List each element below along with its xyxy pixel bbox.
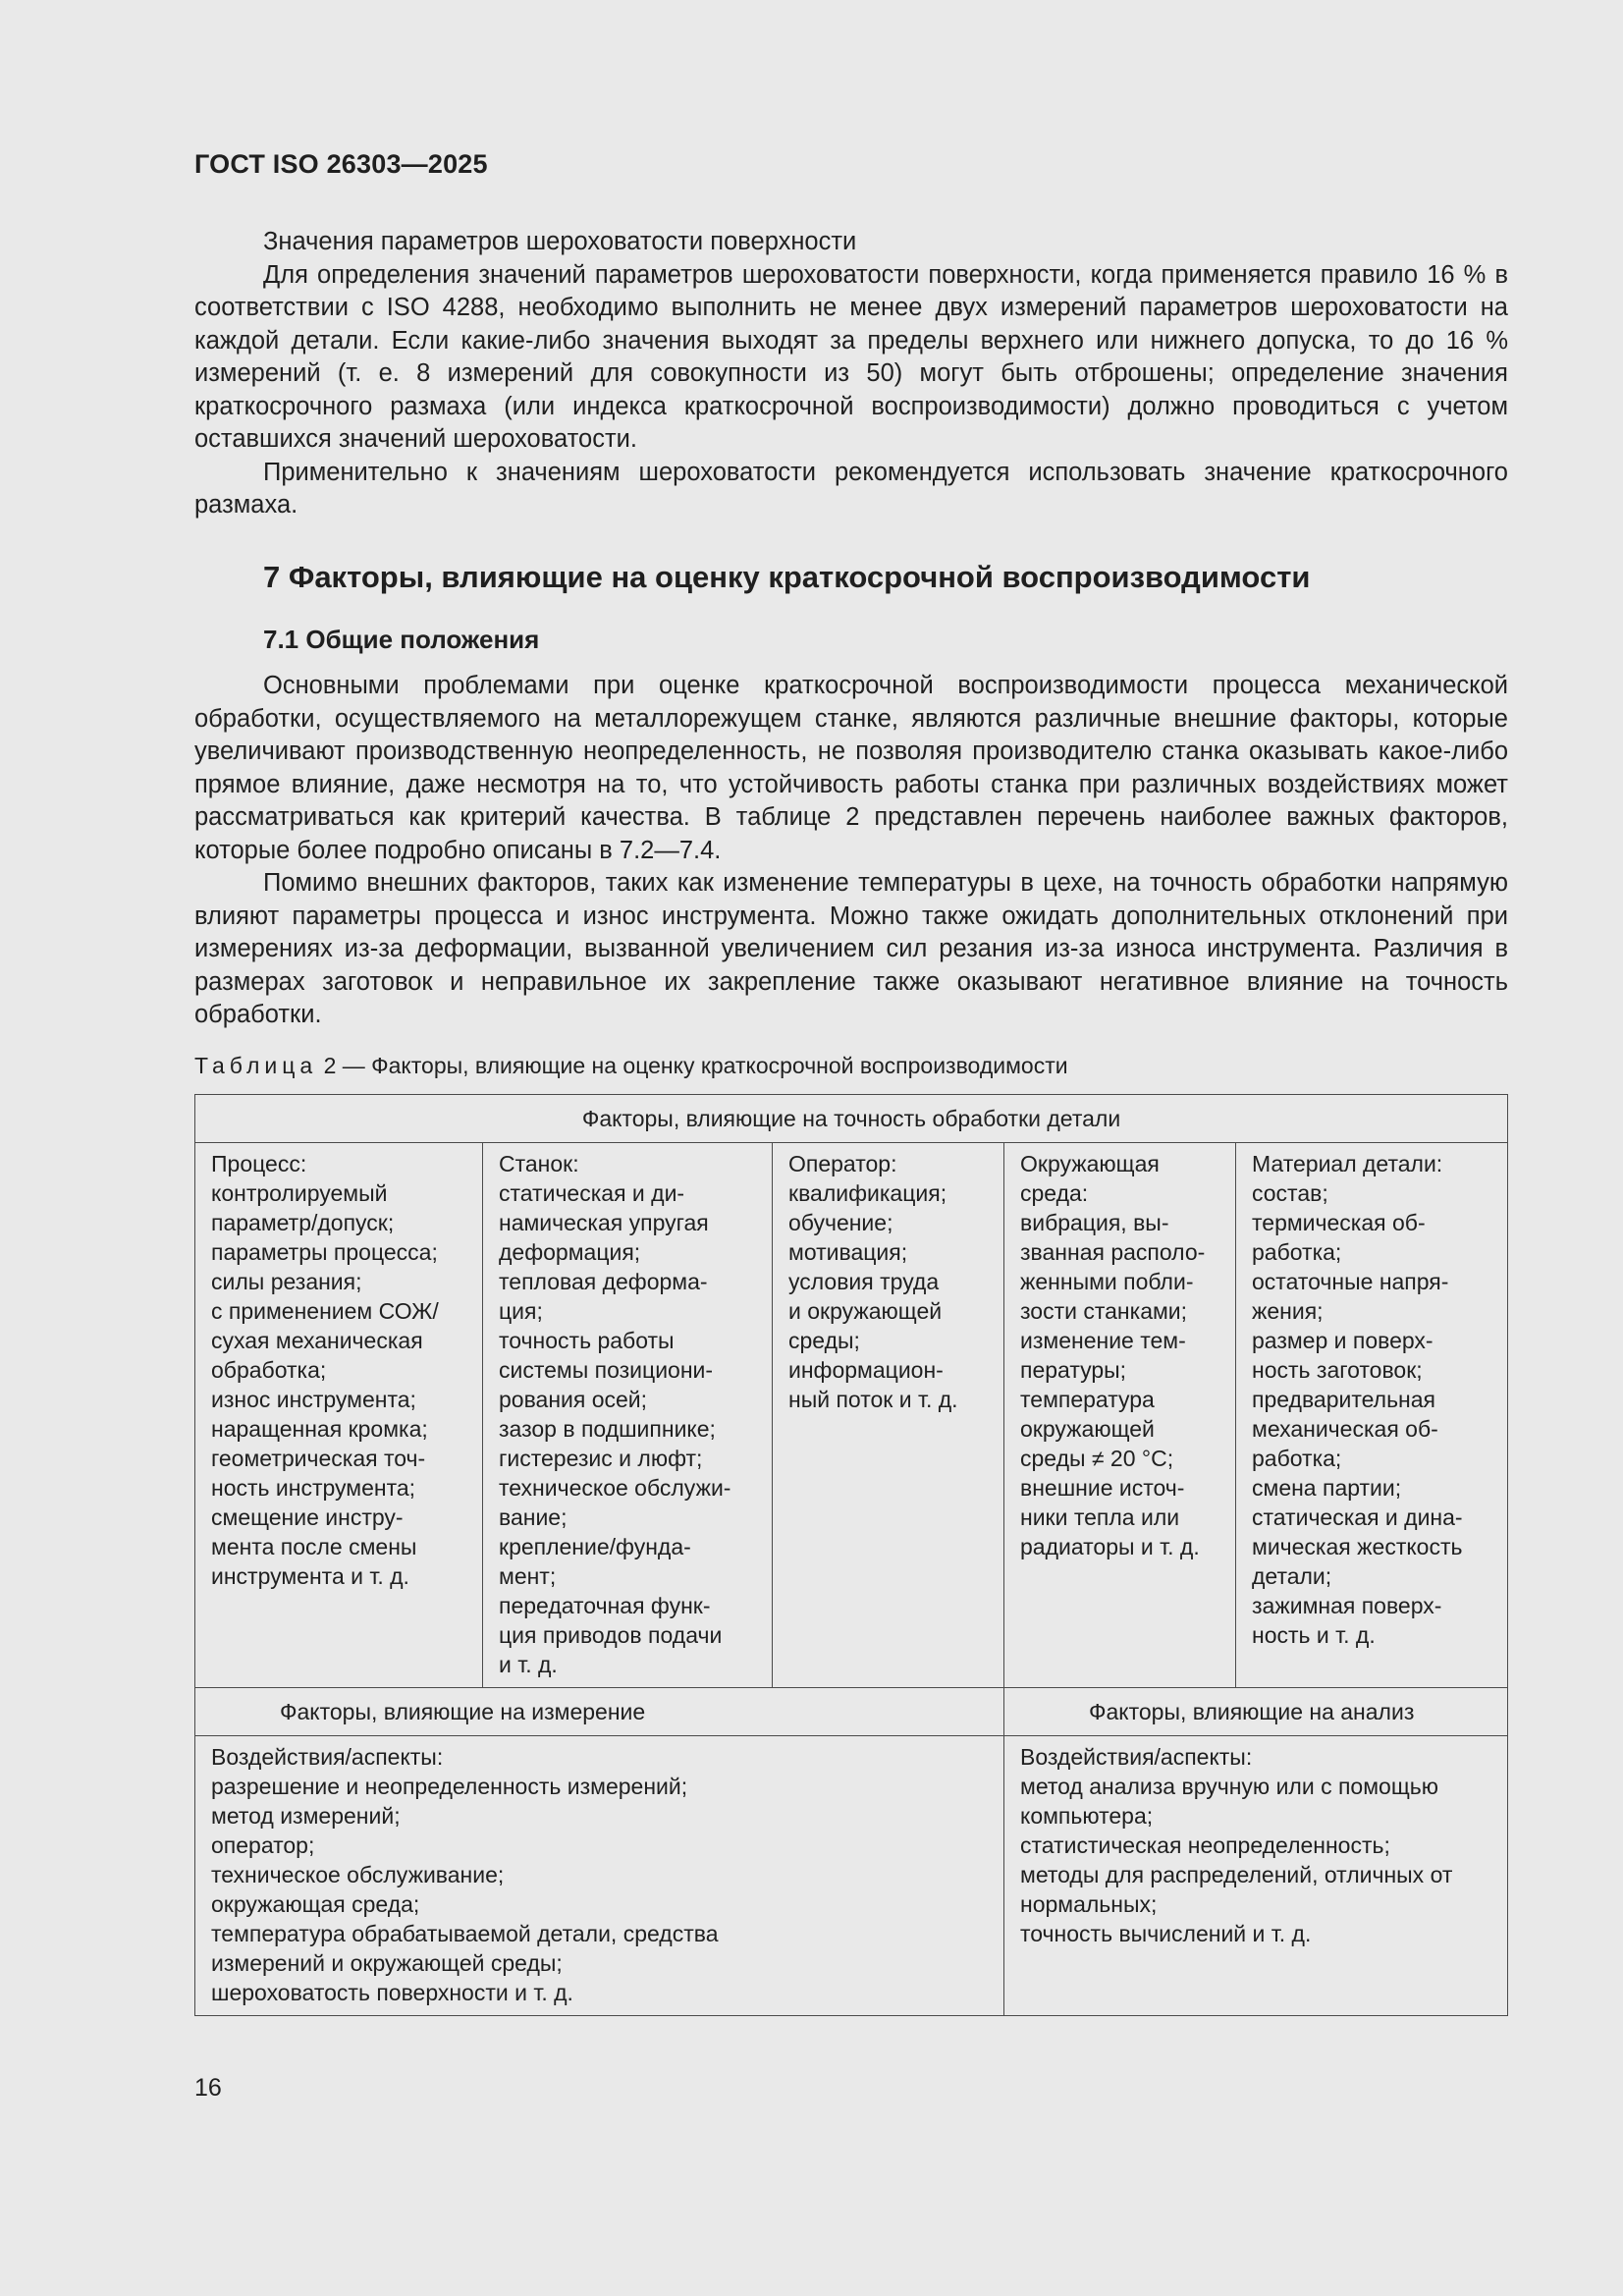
section-7-1-title: 7.1 Общие положения bbox=[263, 625, 540, 654]
cell-line: работка; bbox=[1252, 1446, 1342, 1471]
cell-line: Процесс: bbox=[211, 1151, 307, 1176]
intro-paragraph-3: Применительно к значениям шероховатости рекомендуется использовать значение краткосрочного размаха. bbox=[194, 458, 1508, 519]
cell-line: статистическая неопределенность; bbox=[1020, 1832, 1390, 1858]
cell-line: пературы; bbox=[1020, 1357, 1127, 1383]
cell-line: параметр/допуск; bbox=[211, 1210, 395, 1235]
process-factors-cell bbox=[195, 1143, 483, 1688]
cell-line: обработка; bbox=[211, 1357, 327, 1383]
table-header-row bbox=[195, 1688, 1508, 1736]
cell-line: информацион- bbox=[788, 1357, 944, 1383]
measurement-factors-cell bbox=[195, 1736, 1004, 2016]
cell-line: среда: bbox=[1020, 1180, 1089, 1206]
cell-line: смена партии; bbox=[1252, 1475, 1402, 1501]
table-row bbox=[195, 1143, 1508, 1688]
cell-line: гистерезис и люфт; bbox=[499, 1446, 703, 1471]
section-7-body bbox=[194, 670, 1508, 1032]
operator-factors-cell bbox=[773, 1143, 1004, 1688]
cell-line: предварительная bbox=[1252, 1387, 1435, 1412]
cell-line: остаточные напря- bbox=[1252, 1269, 1449, 1294]
cell-line: вание; bbox=[499, 1504, 568, 1530]
cell-line: точность работы bbox=[499, 1328, 675, 1353]
section-7-title: 7 Факторы, влияющие на оценку краткосрочной воспроизводимости bbox=[263, 560, 1311, 594]
table-row bbox=[195, 1736, 1508, 2016]
analysis-factors-cell bbox=[1004, 1736, 1508, 2016]
measurement-factors-header: Факторы, влияющие на измерение bbox=[195, 1688, 1004, 1736]
cell-line: температура bbox=[1020, 1387, 1155, 1412]
cell-line: техническое обслужи- bbox=[499, 1475, 731, 1501]
cell-line: зазор в подшипнике; bbox=[499, 1416, 716, 1442]
cell-line: среды ≠ 20 °C; bbox=[1020, 1446, 1174, 1471]
cell-line: квалификация; bbox=[788, 1180, 947, 1206]
cell-line: техническое обслуживание; bbox=[211, 1862, 505, 1887]
cell-line: изменение тем- bbox=[1020, 1328, 1186, 1353]
cell-line: ность заготовок; bbox=[1252, 1357, 1423, 1383]
table-caption-text: 2 — Факторы, влияющие на оценку краткосрочной воспроизводимости bbox=[317, 1053, 1068, 1078]
cell-line: статическая и дина- bbox=[1252, 1504, 1463, 1530]
cell-line: ный поток и т. д. bbox=[788, 1387, 958, 1412]
cell-line: ники тепла или bbox=[1020, 1504, 1180, 1530]
cell-line: метод анализа вручную или с помощью компьютера; bbox=[1020, 1774, 1438, 1829]
cell-line: радиаторы и т. д. bbox=[1020, 1534, 1200, 1559]
cell-line: смещение инстру- bbox=[211, 1504, 404, 1530]
cell-line: вибрация, вы- bbox=[1020, 1210, 1169, 1235]
cell-line: окружающая среда; bbox=[211, 1891, 420, 1917]
cell-line: среды; bbox=[788, 1328, 860, 1353]
cell-line: Воздействия/аспекты: bbox=[211, 1744, 444, 1770]
cell-line: женными побли- bbox=[1020, 1269, 1194, 1294]
table-caption-label: Таблица bbox=[194, 1053, 318, 1078]
cell-line: ция приводов подачи bbox=[499, 1622, 723, 1648]
cell-line: наращенная кромка; bbox=[211, 1416, 428, 1442]
cell-line: тепловая деформа- bbox=[499, 1269, 708, 1294]
cell-line: рования осей; bbox=[499, 1387, 648, 1412]
cell-line: механическая об- bbox=[1252, 1416, 1438, 1442]
cell-line: шероховатость поверхности и т. д. bbox=[211, 1980, 573, 2005]
cell-line: крепление/фунда- bbox=[499, 1534, 691, 1559]
cell-line: ция; bbox=[499, 1298, 543, 1324]
machine-factors-cell bbox=[483, 1143, 773, 1688]
cell-line: зажимная поверх- bbox=[1252, 1593, 1442, 1618]
environment-factors-cell bbox=[1004, 1143, 1236, 1688]
intro-paragraph-1: Значения параметров шероховатости поверхности bbox=[263, 228, 857, 255]
cell-line: намическая упругая bbox=[499, 1210, 709, 1235]
cell-line: передаточная функ- bbox=[499, 1593, 711, 1618]
cell-line: температура обрабатываемой детали, средства bbox=[211, 1921, 719, 1946]
table-caption bbox=[194, 1053, 1068, 1079]
machining-factors-header: Факторы, влияющие на точность обработки детали bbox=[195, 1095, 1508, 1143]
cell-line: окружающей bbox=[1020, 1416, 1155, 1442]
cell-line: Окружающая bbox=[1020, 1151, 1160, 1176]
cell-line: состав; bbox=[1252, 1180, 1328, 1206]
cell-line: размер и поверх- bbox=[1252, 1328, 1434, 1353]
cell-line: термическая об- bbox=[1252, 1210, 1426, 1235]
cell-line: мент; bbox=[499, 1563, 557, 1589]
cell-line: зости станками; bbox=[1020, 1298, 1188, 1324]
cell-line: жения; bbox=[1252, 1298, 1324, 1324]
cell-line: инструмента и т. д. bbox=[211, 1563, 409, 1589]
cell-line: и окружающей bbox=[788, 1298, 943, 1324]
cell-line: силы резания; bbox=[211, 1269, 362, 1294]
cell-line: с применением СОЖ/ bbox=[211, 1298, 439, 1324]
material-factors-cell bbox=[1236, 1143, 1508, 1688]
cell-line: Материал детали: bbox=[1252, 1151, 1443, 1176]
cell-line: мотивация; bbox=[788, 1239, 908, 1265]
page-number: 16 bbox=[194, 2074, 222, 2102]
cell-line: системы позициони- bbox=[499, 1357, 714, 1383]
factors-table bbox=[194, 1094, 1508, 2016]
cell-line: измерений и окружающей среды; bbox=[211, 1950, 563, 1976]
cell-line: сухая механическая bbox=[211, 1328, 423, 1353]
cell-line: деформация; bbox=[499, 1239, 641, 1265]
analysis-factors-header: Факторы, влияющие на анализ bbox=[1004, 1688, 1508, 1736]
cell-line: условия труда bbox=[788, 1269, 940, 1294]
cell-line: метод измерений; bbox=[211, 1803, 401, 1829]
cell-line: разрешение и неопределенность измерений; bbox=[211, 1774, 688, 1799]
cell-line: статическая и ди- bbox=[499, 1180, 685, 1206]
cell-line: детали; bbox=[1252, 1563, 1332, 1589]
cell-line: работка; bbox=[1252, 1239, 1342, 1265]
cell-line: званная располо- bbox=[1020, 1239, 1206, 1265]
cell-line: оператор; bbox=[211, 1832, 315, 1858]
cell-line: Станок: bbox=[499, 1151, 579, 1176]
table-header-row bbox=[195, 1095, 1508, 1143]
cell-line: мента после смены bbox=[211, 1534, 417, 1559]
cell-line: геометрическая точ- bbox=[211, 1446, 426, 1471]
cell-line: параметры процесса; bbox=[211, 1239, 438, 1265]
cell-line: Воздействия/аспекты: bbox=[1020, 1744, 1253, 1770]
section-7-paragraph-1: Основными проблемами при оценке краткосрочной воспроизводимости процесса механической обработки, осуществляемого на металлорежущем станке, являются различные внешние факторы, которые увеличивают производственную неопределенность, не позволяя производителю станка оказывать какое-либо прямое влияние, даже несмотря на то, что устойчивость работы станка при различных воздействиях может рассматриваться как критерий качества. В таблице 2 представлен перечень наиболее важных факторов, которые более подробно описаны в 7.2—7.4. bbox=[194, 672, 1508, 864]
cell-line: ность и т. д. bbox=[1252, 1622, 1376, 1648]
cell-line: точность вычислений и т. д. bbox=[1020, 1921, 1312, 1946]
cell-line: внешние источ- bbox=[1020, 1475, 1185, 1501]
cell-line: Оператор: bbox=[788, 1151, 897, 1176]
cell-line: ность инструмента; bbox=[211, 1475, 416, 1501]
intro-section bbox=[194, 226, 1508, 522]
cell-line: контролируемый bbox=[211, 1180, 388, 1206]
cell-line: мическая жесткость bbox=[1252, 1534, 1463, 1559]
section-7-paragraph-2: Помимо внешних факторов, таких как изменение температуры в цехе, на точность обработки напрямую влияют параметры процесса и износ инструмента. Можно также ожидать дополнительных отклонений при измерениях из-за деформации, вызванной увеличением сил резания из-за износа инструмента. Различия в размерах заготовок и неправильное их закрепление также оказывают негативное влияние на точность обработки. bbox=[194, 869, 1508, 1028]
intro-paragraph-2: Для определения значений параметров шероховатости поверхности, когда применяется правило 16 % в соответствии с ISO 4288, необходимо выполнить не менее двух измерений параметров шероховатости на каждой детали. Если какие-либо значения выходят за пределы верхнего или нижнего допуска, то до 16 % измерений (т. е. 8 измерений для совокупности из 50) могут быть отброшены; определение значения краткосрочного размаха (или индекса краткосрочной воспроизводимости) должно проводиться с учетом оставшихся значений шероховатости. bbox=[194, 260, 1508, 453]
document-header: ГОСТ ISO 26303—2025 bbox=[194, 149, 488, 179]
cell-line: методы для распределений, отличных от нормальных; bbox=[1020, 1862, 1453, 1917]
cell-line: и т. д. bbox=[499, 1652, 558, 1677]
cell-line: износ инструмента; bbox=[211, 1387, 416, 1412]
cell-line: обучение; bbox=[788, 1210, 893, 1235]
